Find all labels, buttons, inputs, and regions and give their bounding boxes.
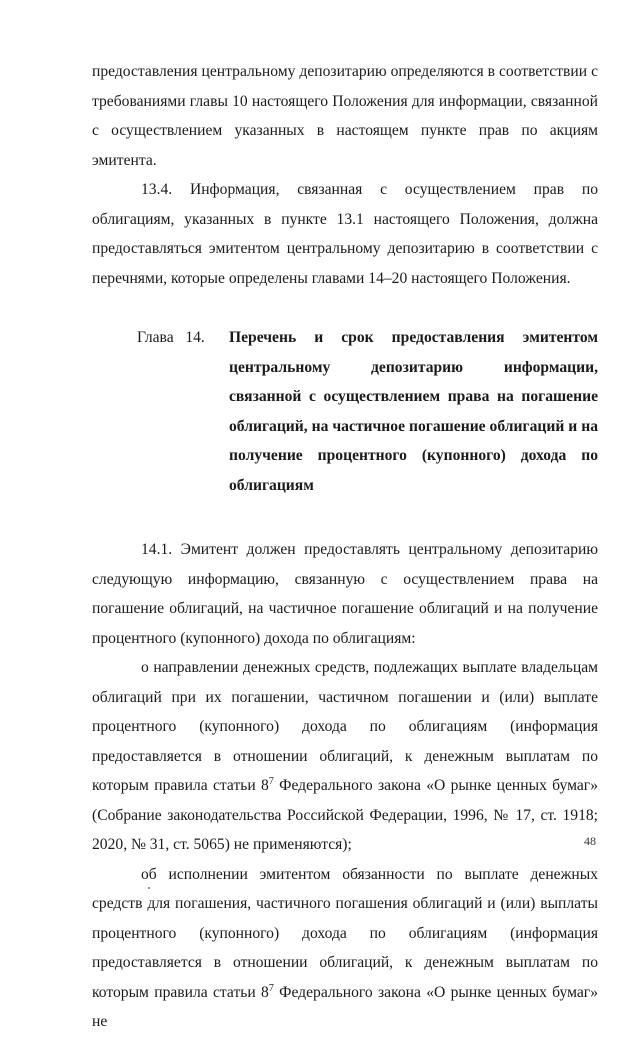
list-item-2 [92,860,598,1037]
chapter-title: Перечень и срок предоставления эмитентом центральному депозитарию информации, связанной с осуществлением права на погашение облигаций, на частичное погашение облигаций и на получение процентного (купонного) дохода по облигациям [229,329,598,494]
list-item-1-text: о направлении денежных средств, подлежащих выплате владельцам облигаций при их погашении, частичном погашении и (или) выплате процентного (купонного) дохода по облигациям (информация предоставляется в отношении облигаций, к денежным выплатам по которым правила статьи 8 [92,659,598,794]
list-item-1-sup: 7 [268,775,274,787]
scan-speck [148,887,150,889]
chapter-heading [92,323,598,500]
paragraph-continuation: предоставления центральному депозитарию определяются в соответствии с требованиями главы 10 настоящего Положения для информации, связанной с осуществлением указанных в настоящем пункте прав по акциям эмитента. [92,63,598,169]
list-item-1 [92,653,598,860]
paragraph-13-4: 13.4. Информация, связанная с осуществлением прав по облигациям, указанных в пункте 13.1 настоящего Положения, должна предоставляться эмитентом центральному депозитарию в соответствии с перечнями, которые определены главами 14–20 настоящего Положения. [92,181,598,287]
paragraph-14-1: 14.1. Эмитент должен предоставлять центральному депозитарию следующую информацию, связанную с осуществлением права на погашение облигаций, на частичное погашение облигаций и на получение процентного (купонного) дохода по облигациям: [92,541,598,647]
list-item-2-text-cont: Федерального закона «О рынке ценных бумаг» не [92,983,598,1030]
list-item-2-text: об исполнении эмитентом обязанности по выплате денежных средств для погашения, частичного погашения облигаций и (или) выплаты процентного (купонного) дохода по облигациям (информация предоставляется в отношении облигаций, к денежным выплатам по которым правила статьи 8 [92,865,598,1001]
list-item-1-text-cont: Федерального закона «О рынке ценных бумаг» (Собрание законодательства Российской Федерации, 1996, № 17, ст. 1918; 2020, № 31, ст. 5065) не применяются); [92,777,598,853]
page-number: 48 [584,834,596,848]
list-item-2-sup: 7 [268,982,274,994]
chapter-label: Глава 14. [137,329,205,346]
page-content [92,57,598,1037]
